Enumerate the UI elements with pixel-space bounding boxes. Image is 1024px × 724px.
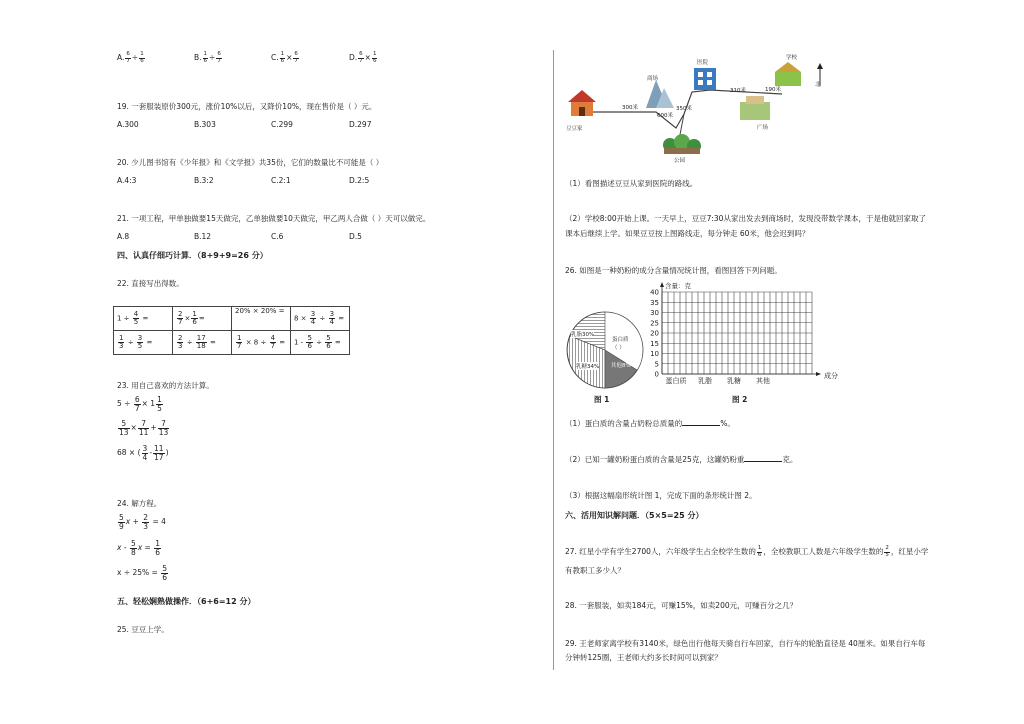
q26-part-1: （1）蛋白质的含量占奶粉总质量的 %。 <box>565 419 735 428</box>
pie-protein-label: 蛋白质 <box>612 337 629 343</box>
q25-part-2-line-1: （2）学校8:00开始上课。一天早上，豆豆7:30从家出发去到商场时，发现没带数学课本，于是他就回家取了 <box>565 214 926 223</box>
answer-blank[interactable] <box>744 461 782 462</box>
q25-part-1: （1）看图描述豆豆从家到医院的路线。 <box>565 179 698 188</box>
q20-text: 20. 少儿图书馆有《少年报》和《文学报》共35份，它们的数量比不可能是（ ） <box>117 158 384 167</box>
pie-figure-label: 图 1 <box>594 395 610 404</box>
square-icon <box>740 96 770 120</box>
q19-option-b: B.303 <box>194 120 216 129</box>
q21-text: 21. 一项工程，甲单独做要15天做完，乙单独做要10天做完，甲乙两人合做（ ）天可以做完。 <box>117 214 431 223</box>
section-6-title: 六、活用知识解问题．（5×5=25 分） <box>565 511 704 520</box>
map-distance-190: 190米 <box>765 87 781 93</box>
route-map <box>560 50 840 165</box>
q20-option-a: A.4:3 <box>117 176 137 185</box>
q20-option-d: D.2:5 <box>349 176 370 185</box>
q18-option-b: B. $\frac{1}{6}$ ÷ $\frac{6}{7}$ <box>194 51 221 64</box>
q23-expr-3: 68 × ( $\frac{3}{4}$ - $\frac{11}{17}$ ) <box>117 444 169 462</box>
pie-other-label: 其他8% <box>611 363 631 369</box>
q22-cell: $\frac{1}{3}$ ÷ $\frac{3}{5}$ = <box>114 331 173 355</box>
q22-cell: $\frac{2}{3}$ ÷ $\frac{17}{18}$ = <box>173 331 232 355</box>
q22-cell: $\frac{1}{7}$ × 8 ÷ $\frac{4}{7}$ = <box>232 331 291 355</box>
q22-cell: 8 × $\frac{3}{4}$ ÷ $\frac{3}{4}$ = <box>291 307 350 331</box>
y-tick-label: 5 <box>654 360 659 369</box>
q24-eq-2: x - $\frac{5}{8}$ x = $\frac{1}{6}$ <box>117 539 161 557</box>
y-tick-label: 15 <box>650 339 659 348</box>
q29-line-2: 分钟转125圈，王老师大约多长时间可以到家？ <box>565 653 722 662</box>
q20-option-c: C.2:1 <box>271 176 291 185</box>
q22-cell: 1 ÷ $\frac{4}{5}$ = <box>114 307 173 331</box>
q27-line-2: 有教职工多少人？ <box>565 566 625 575</box>
q23-text: 23. 用自己喜欢的方法计算。 <box>117 381 214 390</box>
map-distance-310: 310米 <box>730 88 746 94</box>
q19-option-c: C.299 <box>271 120 293 129</box>
q29-line-1: 29. 王老师家离学校有3140米，绿色出行他每天骑自行车回家，自行车的轮胎直径是 40厘米。如果自行车每 <box>565 639 926 648</box>
q21-option-c: C.6 <box>271 232 284 241</box>
q18-option-c: C. $\frac{1}{6}$ × $\frac{6}{7}$ <box>271 51 298 64</box>
map-north-label: 北 <box>815 82 821 88</box>
home-icon <box>568 90 596 116</box>
map-distance-600: 600米 <box>657 113 673 119</box>
category-label: 其他 <box>756 377 770 385</box>
q25-part-2-line-2: 课本后继续上学。如果豆豆按上图路线走，每分钟走 60米，他会迟到吗？ <box>565 229 810 238</box>
school-icon <box>775 62 801 86</box>
map-mall-label: 商场 <box>647 76 659 82</box>
pie-chart <box>565 310 645 390</box>
bar-chart-title: 含量：克 <box>665 282 691 290</box>
q21-option-b: B.12 <box>194 232 212 241</box>
y-tick-label: 30 <box>650 309 659 317</box>
q20-option-b: B.3:2 <box>194 176 214 185</box>
map-home-label: 豆豆家 <box>566 126 583 132</box>
q26-part-2: （2）已知一罐奶粉蛋白质的含量是25克，这罐奶粉重 克。 <box>565 455 798 464</box>
q23-expr-1: 5 ÷ $\frac{6}{7}$ × 1 $\frac{1}{5}$ <box>117 395 162 413</box>
q22-cell: $\frac{2}{7}$ × $\frac{1}{6}$ = <box>173 307 232 331</box>
q24-text: 24. 解方程。 <box>117 499 162 508</box>
q22-table <box>113 306 350 355</box>
q22-text: 22. 直接写出得数。 <box>117 279 184 288</box>
q26-part-3: （3）根据这幅扇形统计图 1，完成下面的条形统计图 2。 <box>565 491 757 500</box>
q19-text: 19. 一套服装原价300元，涨价10%以后，又降价10%，现在售价是（ ）元。 <box>117 102 377 111</box>
map-park-label: 公园 <box>674 158 686 164</box>
y-tick-label: 0 <box>654 370 659 379</box>
q21-option-a: A.8 <box>117 232 130 241</box>
q19-option-d: D.297 <box>349 120 372 129</box>
bar-chart <box>640 280 840 390</box>
section-4-title: 四、认真仔细巧计算．（8+9+9=26 分） <box>117 251 268 260</box>
map-distance-300: 300米 <box>622 105 638 111</box>
y-axis-arrow <box>660 282 664 287</box>
pie-fat-label: 乳脂30% <box>571 332 595 338</box>
category-label: 乳糖 <box>727 377 741 385</box>
y-tick-label: 25 <box>650 319 659 328</box>
q22-cell: 20% × 20% = <box>232 307 291 331</box>
q18-option-d: D. $\frac{6}{7}$ × $\frac{1}{6}$ <box>349 51 377 64</box>
park-icon <box>663 134 701 154</box>
map-school-label: 学校 <box>786 55 798 61</box>
pie-protein-pct: （ ） <box>612 345 625 351</box>
q24-eq-1: $\frac{5}{9}$ x + $\frac{2}{3}$ = 4 <box>119 513 166 531</box>
bar-chart-figure-label: 图 2 <box>732 395 748 404</box>
q24-eq-3: x ÷ 25% = $\frac{5}{6}$ <box>117 564 168 582</box>
category-label: 乳脂 <box>698 377 712 385</box>
q25-text: 25. 豆豆上学。 <box>117 625 169 634</box>
pie-sugar-label: 乳糖34% <box>576 364 600 370</box>
answer-blank[interactable] <box>682 425 720 426</box>
section-5-title: 五、轻松娴熟做操作．（6+6=12 分） <box>117 597 256 606</box>
q23-expr-2: $\frac{5}{13}$ × $\frac{7}{11}$ + $\frac{7}{13}$ <box>119 419 169 437</box>
category-label: 蛋白质 <box>665 377 687 385</box>
y-tick-label: 35 <box>650 298 659 307</box>
y-tick-label: 20 <box>650 329 659 338</box>
q22-cell: 1 - $\frac{5}{6}$ ÷ $\frac{5}{6}$ = <box>291 331 350 355</box>
column-divider <box>553 50 554 670</box>
y-tick-label: 10 <box>650 350 659 358</box>
map-hospital-label: 医院 <box>697 60 709 66</box>
q19-option-a: A.300 <box>117 120 139 129</box>
y-tick-label: 40 <box>650 288 659 297</box>
q27-line-1: 27. 红星小学有学生2700人，六年级学生占全校学生数的 $\frac{1}{6}$ ，全校教职工人数是六年级学生数的 $\frac{2}{5}$ ，红星小学 <box>565 545 929 558</box>
hospital-icon <box>694 68 716 90</box>
map-distance-350: 350米 <box>676 106 692 112</box>
mall-icon <box>646 80 674 108</box>
q18-option-a: A. $\frac{6}{7}$ ÷ $\frac{1}{6}$ <box>117 51 144 64</box>
map-square-label: 广场 <box>757 125 769 131</box>
q28-text: 28. 一套服装，如卖184元，可赚15%，如卖200元，可赚百分之几？ <box>565 601 798 610</box>
q26-text: 26. 如图是一种奶粉的成分含量情况统计图，看图回答下列问题。 <box>565 266 782 275</box>
x-axis-label: 成分 <box>824 372 838 380</box>
q21-option-d: D.5 <box>349 232 362 241</box>
x-axis-arrow <box>816 372 821 376</box>
